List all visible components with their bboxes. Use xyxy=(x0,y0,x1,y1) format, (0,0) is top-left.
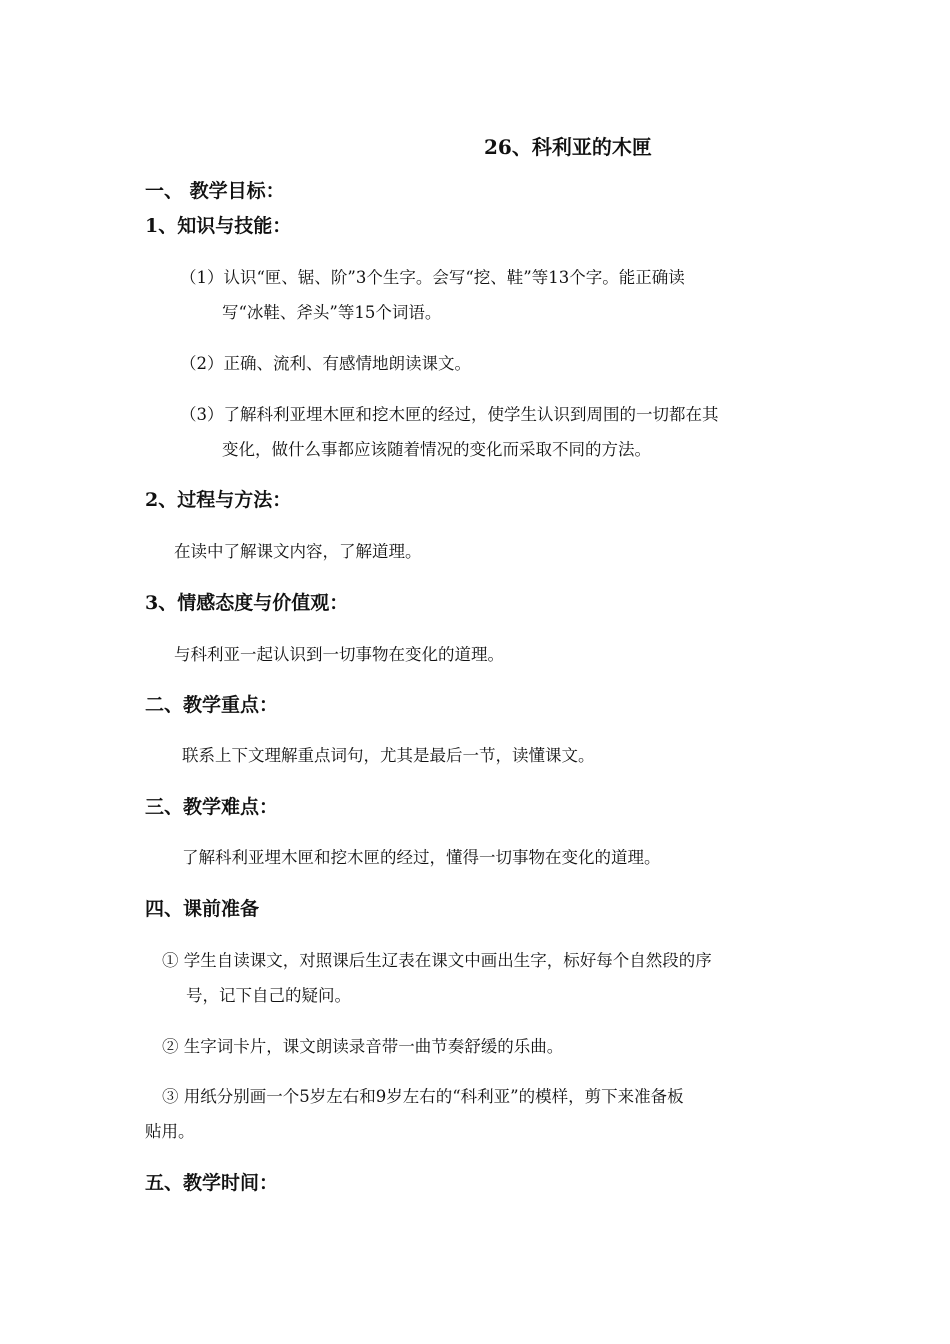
prep-item-3-line-2: 贴用。 xyxy=(145,1122,195,1141)
heading-preparation: 四、课前准备 xyxy=(145,898,260,920)
difficult-points-text: 了解科利亚埋木匣和挖木匣的经过，懂得一切事物在变化的道理。 xyxy=(182,848,661,867)
goal-item-1-line-1: （1）认识“匣、锯、阶”3个生字。会写“挖、鞋”等13个字。能正确读 xyxy=(180,268,685,287)
prep-item-2: ② 生字词卡片，课文朗读录音带一曲节奏舒缓的乐曲。 xyxy=(162,1037,564,1056)
heading-process-method: 2、过程与方法： xyxy=(145,489,292,511)
heading-difficult-points: 三、教学难点： xyxy=(145,796,279,818)
goal-item-1-line-2: 写“冰鞋、斧头”等15个词语。 xyxy=(222,303,442,322)
document-title: 26、科利亚的木匣 xyxy=(484,135,652,159)
heading-key-points: 二、教学重点： xyxy=(145,694,279,716)
process-method-text: 在读中了解课文内容，了解道理。 xyxy=(174,542,422,561)
prep-item-1-line-1: ① 学生自读课文，对照课后生辽表在课文中画出生字，标好每个自然段的序 xyxy=(162,951,712,970)
prep-item-3-line-1: ③ 用纸分别画一个5岁左右和9岁左右的“科利亚”的模样，剪下来准备板 xyxy=(162,1087,684,1106)
heading-teaching-time: 五、教学时间： xyxy=(145,1172,279,1194)
key-points-text: 联系上下文理解重点词句，尤其是最后一节，读懂课文。 xyxy=(182,746,595,765)
goal-item-3-line-1: （3）了解科利亚埋木匣和挖木匣的经过，使学生认识到周围的一切都在其 xyxy=(180,405,719,424)
heading-teaching-goals: 一、 教学目标： xyxy=(145,180,285,202)
prep-item-1-line-2: 号，记下自己的疑问。 xyxy=(186,986,351,1005)
goal-item-3-line-2: 变化，做什么事都应该随着情况的变化而采取不同的方法。 xyxy=(222,440,651,459)
heading-emotion-values: 3、情感态度与价值观： xyxy=(145,592,349,614)
emotion-values-text: 与科利亚一起认识到一切事物在变化的道理。 xyxy=(174,645,504,664)
heading-knowledge-skills: 1、知识与技能： xyxy=(145,215,292,237)
goal-item-2: （2）正确、流利、有感情地朗读课文。 xyxy=(180,354,471,373)
